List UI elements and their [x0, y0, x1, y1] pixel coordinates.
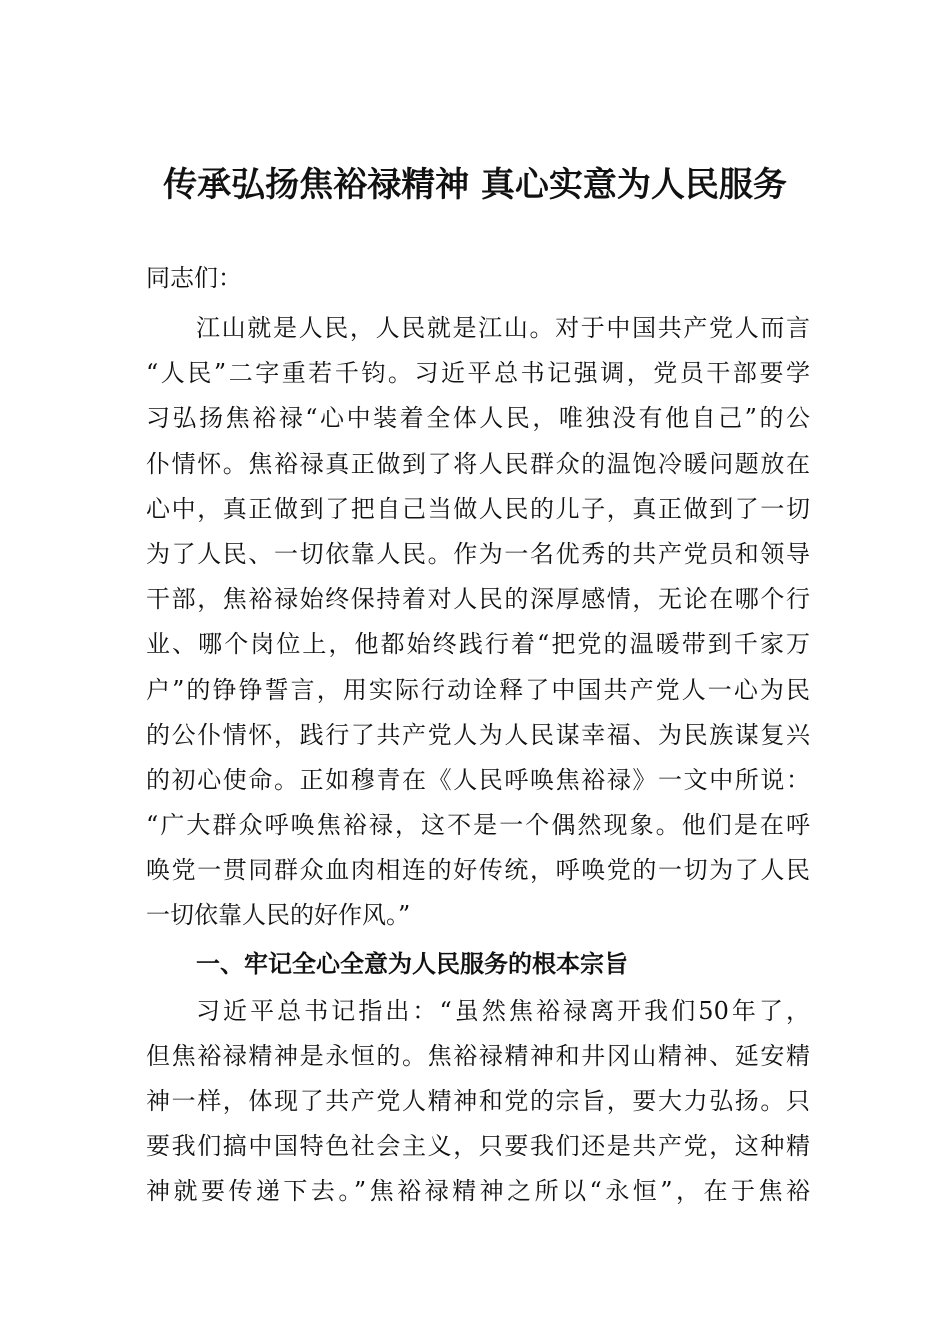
paragraph-line: 习弘扬焦裕禄“心中装着全体人民，唯独没有他自己”的公 — [146, 404, 810, 433]
paragraph-line: 的初心使命。正如穆青在《人民呼唤焦裕禄》一文中所说： — [146, 765, 810, 794]
document-title: 传承弘扬焦裕禄精神 真心实意为人民服务 — [163, 165, 787, 205]
paragraph-line: 仆情怀。焦裕禄真正做到了将人民群众的温饱冷暖问题放在 — [146, 449, 810, 478]
paragraph-line: 业、哪个岗位上，他都始终践行着“把党的温暖带到千家万 — [146, 630, 810, 659]
document-body — [146, 306, 810, 1215]
paragraph-line: 干部，焦裕禄始终保持着对人民的深厚感情，无论在哪个行 — [146, 585, 810, 614]
paragraph-line: 神就要传递下去。”焦裕禄精神之所以“永恒”，在于焦裕 — [146, 1177, 810, 1206]
paragraph-line: 心中，真正做到了把自己当做人民的儿子，真正做到了一切 — [146, 494, 810, 523]
paragraph-line: 习近平总书记指出：“虽然焦裕禄离开我们50年了， — [196, 996, 810, 1025]
paragraph-line: 江山就是人民，人民就是江山。对于中国共产党人而言 — [196, 314, 810, 342]
paragraph-line: 一切依靠人民的好作风。” — [146, 901, 411, 930]
salutation: 同志们： — [146, 264, 242, 292]
paragraph-line: 神一样，体现了共产党人精神和党的宗旨，要大力弘扬。只 — [146, 1087, 810, 1115]
paragraph-line: “人民”二字重若千钧。习近平总书记强调，党员干部要学 — [146, 359, 810, 388]
paragraph-line: 的公仆情怀，践行了共产党人为人民谋幸福、为民族谋复兴 — [146, 720, 810, 749]
paragraph-line: “广大群众呼唤焦裕禄，这不是一个偶然现象。他们是在呼 — [146, 811, 810, 840]
paragraph-line: 户”的铮铮誓言，用实际行动诠释了中国共产党人一心为民 — [146, 675, 810, 704]
paragraph-line: 唤党一贯同群众血肉相连的好传统，呼唤党的一切为了人民 — [146, 856, 810, 885]
paragraph-line: 为了人民、一切依靠人民。作为一名优秀的共产党员和领导 — [146, 539, 810, 568]
paragraph-line: 但焦裕禄精神是永恒的。焦裕禄精神和井冈山精神、延安精 — [146, 1041, 810, 1070]
section-heading: 一、牢记全心全意为人民服务的根本宗旨 — [196, 949, 628, 978]
paragraph-line: 要我们搞中国特色社会主义，只要我们还是共产党，这种精 — [146, 1132, 810, 1161]
